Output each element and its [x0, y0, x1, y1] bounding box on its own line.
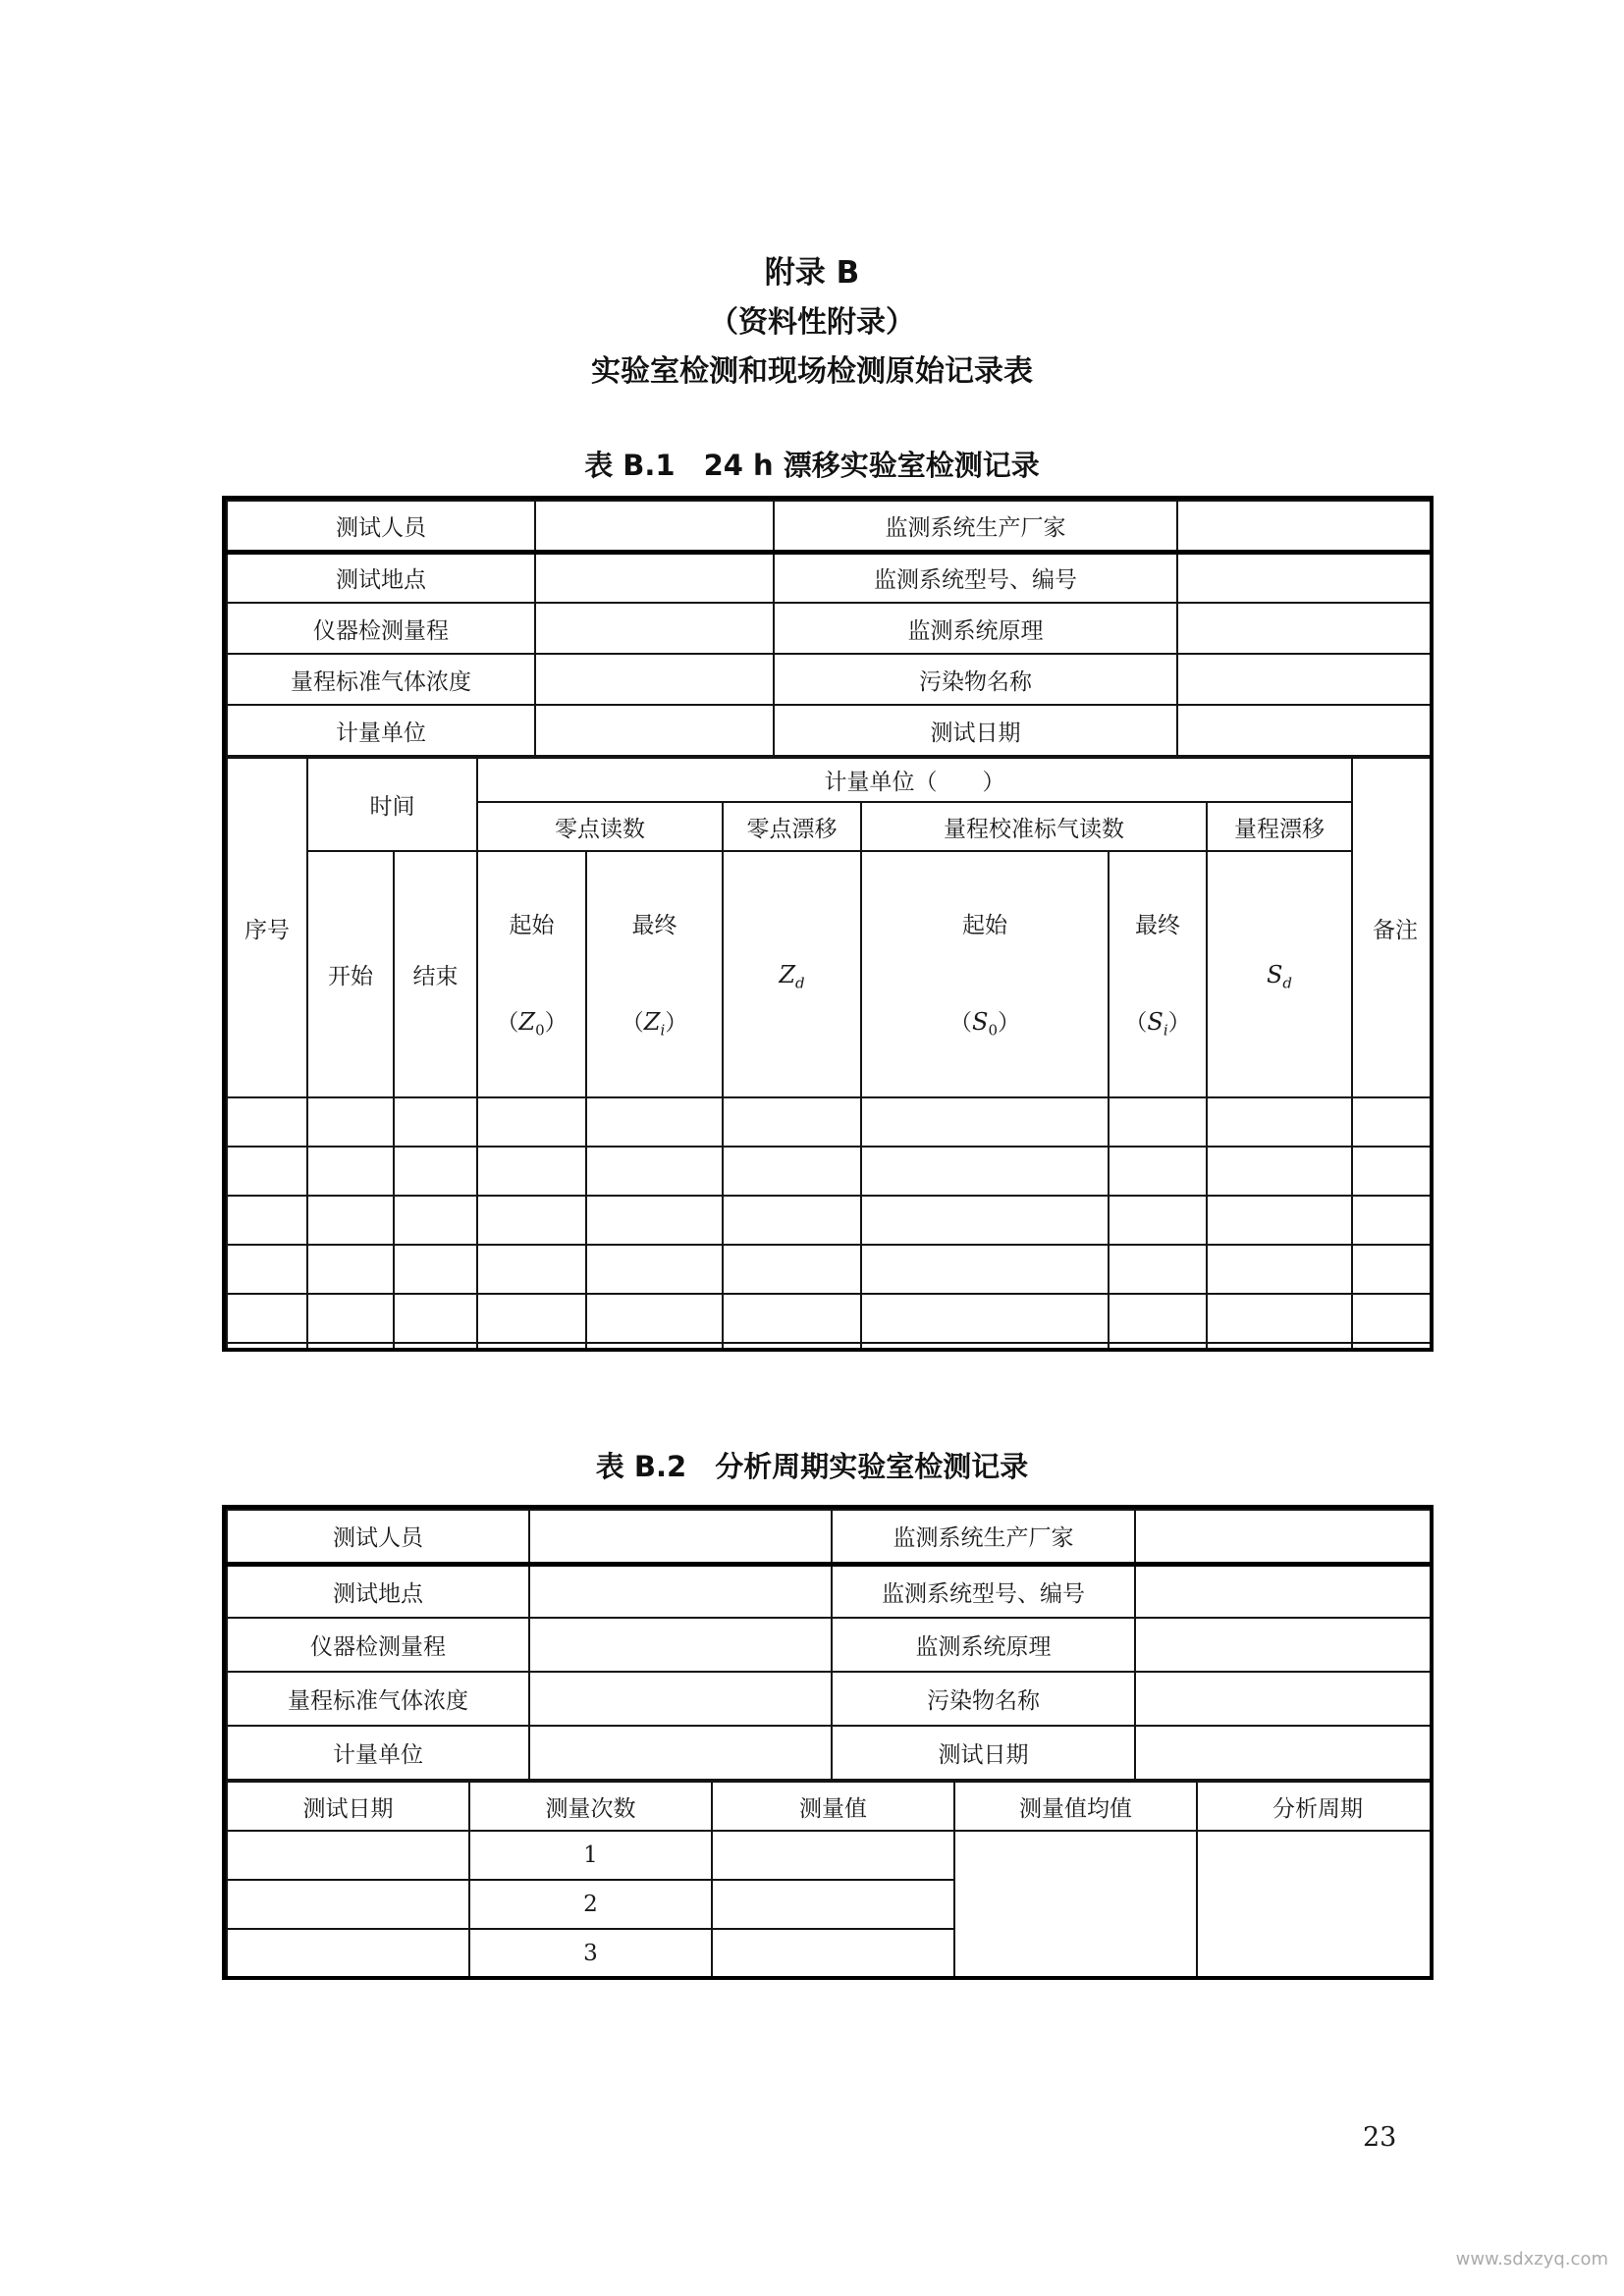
empty-cell [307, 1245, 394, 1294]
info-value-cell [1135, 1672, 1434, 1726]
empty-cell [1109, 1147, 1207, 1196]
empty-cell [307, 1294, 394, 1343]
empty-cell [586, 1097, 723, 1147]
measure-value-cell [712, 1880, 954, 1929]
empty-cell [394, 1097, 477, 1147]
info-label-cell: 监测系统生产厂家 [832, 1510, 1135, 1564]
empty-cell [861, 1343, 1109, 1352]
empty-cell [1109, 1294, 1207, 1343]
col-header-span-drift: 量程漂移 [1207, 802, 1352, 851]
info-value-cell [1135, 1726, 1434, 1780]
col-header-test-date: 测试日期 [227, 1782, 469, 1831]
info-value-cell [1135, 1618, 1434, 1672]
measure-mean-cell [954, 1831, 1197, 1978]
info-value-cell [535, 603, 774, 654]
info-value-cell [1135, 1564, 1434, 1618]
col-header-zero-reading: 零点读数 [477, 802, 723, 851]
column-header-row [227, 1782, 1434, 1831]
info-label-cell: 监测系统原理 [774, 603, 1177, 654]
empty-cell [861, 1097, 1109, 1147]
info-label-cell: 仪器检测量程 [227, 1618, 529, 1672]
info-label-cell: 测试人员 [227, 501, 535, 552]
empty-cell [1207, 1343, 1352, 1352]
empty-cell [723, 1196, 861, 1245]
empty-cell [1352, 1097, 1434, 1147]
empty-cell [1352, 1196, 1434, 1245]
empty-cell [586, 1196, 723, 1245]
header-row-3 [227, 851, 1434, 1097]
info-label-cell: 监测系统生产厂家 [774, 501, 1177, 552]
empty-record-row [227, 1097, 1434, 1147]
empty-record-row [227, 1245, 1434, 1294]
table-b1-info-section [226, 500, 1434, 757]
info-value-cell [1177, 552, 1434, 603]
empty-cell [1207, 1147, 1352, 1196]
empty-cell [477, 1343, 586, 1352]
info-label-cell: 监测系统型号、编号 [832, 1564, 1135, 1618]
info-row [227, 1618, 1434, 1672]
col-header-s0: 起始 $(S_0)$ [861, 851, 1109, 1097]
empty-cell [394, 1294, 477, 1343]
empty-cell [477, 1147, 586, 1196]
measure-count-cell: 2 [469, 1880, 712, 1929]
info-value-cell [535, 705, 774, 756]
info-row [227, 501, 1434, 552]
measure-value-cell [712, 1831, 954, 1880]
col-header-measure-mean: 测量值均值 [954, 1782, 1197, 1831]
info-label-cell: 监测系统原理 [832, 1618, 1135, 1672]
page-number: 23 [1363, 2122, 1397, 2153]
test-date-cell [227, 1831, 469, 1880]
test-date-cell [227, 1880, 469, 1929]
appendix-description: 实验室检测和现场检测原始记录表 [591, 354, 1033, 389]
info-label-cell: 计量单位 [227, 1726, 529, 1780]
col-header-zd: $Z_d$ [723, 851, 861, 1097]
empty-cell [586, 1245, 723, 1294]
empty-cell [723, 1147, 861, 1196]
empty-cell [723, 1245, 861, 1294]
empty-cell [477, 1196, 586, 1245]
empty-cell [227, 1196, 307, 1245]
info-label-cell: 测试日期 [832, 1726, 1135, 1780]
info-value-cell [529, 1618, 832, 1672]
table-b2-title: 表 B.2 分析周期实验室检测记录 [595, 1450, 1029, 1483]
info-row [227, 1672, 1434, 1726]
info-row [227, 654, 1434, 705]
empty-cell [861, 1294, 1109, 1343]
info-value-cell [529, 1726, 832, 1780]
empty-cell [227, 1245, 307, 1294]
table-b2-info-section [226, 1509, 1434, 1781]
info-label-cell: 测试人员 [227, 1510, 529, 1564]
empty-record-row [227, 1147, 1434, 1196]
empty-cell [586, 1147, 723, 1196]
empty-cell [1207, 1294, 1352, 1343]
empty-cell [227, 1147, 307, 1196]
empty-cell [1109, 1196, 1207, 1245]
info-value-cell [1177, 501, 1434, 552]
info-row [227, 1564, 1434, 1618]
col-header-si: 最终 $(S_i)$ [1109, 851, 1207, 1097]
appendix-title: 附录 B [764, 255, 860, 291]
info-row [227, 1726, 1434, 1780]
col-header-zero-drift: 零点漂移 [723, 802, 861, 851]
col-header-measure-value: 测量值 [712, 1782, 954, 1831]
empty-cell [1352, 1245, 1434, 1294]
table-row [227, 1831, 1434, 1880]
col-header-end: 结束 [394, 851, 477, 1097]
empty-cell [307, 1196, 394, 1245]
info-label-cell: 测试地点 [227, 1564, 529, 1618]
info-label-cell: 仪器检测量程 [227, 603, 535, 654]
info-value-cell [1177, 603, 1434, 654]
watermark: www.sdxzyq.com [1455, 2249, 1608, 2269]
empty-cell [861, 1196, 1109, 1245]
table-b2-record-grid [226, 1781, 1434, 1979]
col-header-analysis-period: 分析周期 [1197, 1782, 1434, 1831]
info-row [227, 1510, 1434, 1564]
info-label-cell: 污染物名称 [832, 1672, 1135, 1726]
empty-cell [861, 1245, 1109, 1294]
col-header-seq: 序号 [227, 758, 307, 1097]
appendix-subtitle: （资料性附录） [709, 305, 915, 340]
measure-count-cell: 3 [469, 1929, 712, 1978]
empty-cell [307, 1147, 394, 1196]
info-row [227, 603, 1434, 654]
empty-cell [1352, 1294, 1434, 1343]
col-header-remark: 备注 [1352, 758, 1434, 1097]
analysis-period-cell [1197, 1831, 1434, 1978]
info-value-cell [529, 1564, 832, 1618]
info-value-cell [1177, 705, 1434, 756]
empty-cell [227, 1097, 307, 1147]
empty-cell [394, 1147, 477, 1196]
info-label-cell: 污染物名称 [774, 654, 1177, 705]
col-header-start: 开始 [307, 851, 394, 1097]
table-b1-record-grid [226, 757, 1434, 1352]
empty-cell [394, 1245, 477, 1294]
info-value-cell [1177, 654, 1434, 705]
info-label-cell: 量程标准气体浓度 [227, 654, 535, 705]
info-label-cell: 测试日期 [774, 705, 1177, 756]
empty-cell [394, 1196, 477, 1245]
empty-cell [477, 1294, 586, 1343]
info-value-cell [535, 552, 774, 603]
empty-cell [1109, 1245, 1207, 1294]
empty-cell [723, 1097, 861, 1147]
empty-cell [586, 1343, 723, 1352]
empty-cell [1352, 1343, 1434, 1352]
empty-cell [1352, 1147, 1434, 1196]
empty-cell [1109, 1097, 1207, 1147]
col-header-unit: 计量单位（ ） [477, 758, 1352, 802]
empty-record-row [227, 1294, 1434, 1343]
empty-cell [1207, 1245, 1352, 1294]
info-label-cell: 测试地点 [227, 552, 535, 603]
info-value-cell [529, 1672, 832, 1726]
col-header-sd: $S_d$ [1207, 851, 1352, 1097]
empty-cell [723, 1343, 861, 1352]
table-b2 [222, 1505, 1434, 1980]
header-row-1 [227, 758, 1434, 802]
info-label-cell: 量程标准气体浓度 [227, 1672, 529, 1726]
col-header-measure-count: 测量次数 [469, 1782, 712, 1831]
empty-cell [307, 1343, 394, 1352]
info-label-cell: 计量单位 [227, 705, 535, 756]
info-value-cell [535, 654, 774, 705]
empty-cell [586, 1294, 723, 1343]
info-row [227, 552, 1434, 603]
b1-empty-rows [227, 1097, 1434, 1352]
empty-cell [394, 1343, 477, 1352]
col-header-z0: 起始 $(Z_0)$ [477, 851, 586, 1097]
empty-cell [477, 1097, 586, 1147]
empty-cell [723, 1294, 861, 1343]
empty-cell [227, 1343, 307, 1352]
empty-record-row [227, 1343, 1434, 1352]
col-header-time: 时间 [307, 758, 477, 851]
measure-value-cell [712, 1929, 954, 1978]
empty-cell [1109, 1343, 1207, 1352]
empty-cell [1207, 1097, 1352, 1147]
empty-cell [861, 1147, 1109, 1196]
measure-count-cell: 1 [469, 1831, 712, 1880]
info-value-cell [1135, 1510, 1434, 1564]
test-date-cell [227, 1929, 469, 1978]
info-row [227, 705, 1434, 756]
empty-record-row [227, 1196, 1434, 1245]
empty-cell [307, 1097, 394, 1147]
col-header-span-reading: 量程校准标气读数 [861, 802, 1207, 851]
empty-cell [227, 1294, 307, 1343]
info-label-cell: 监测系统型号、编号 [774, 552, 1177, 603]
col-header-zi: 最终 $(Z_i)$ [586, 851, 723, 1097]
table-b1 [222, 496, 1434, 1352]
empty-cell [1207, 1196, 1352, 1245]
table-b1-title: 表 B.1 24 h 漂移实验室检测记录 [584, 449, 1040, 482]
info-value-cell [535, 501, 774, 552]
info-value-cell [529, 1510, 832, 1564]
empty-cell [477, 1245, 586, 1294]
